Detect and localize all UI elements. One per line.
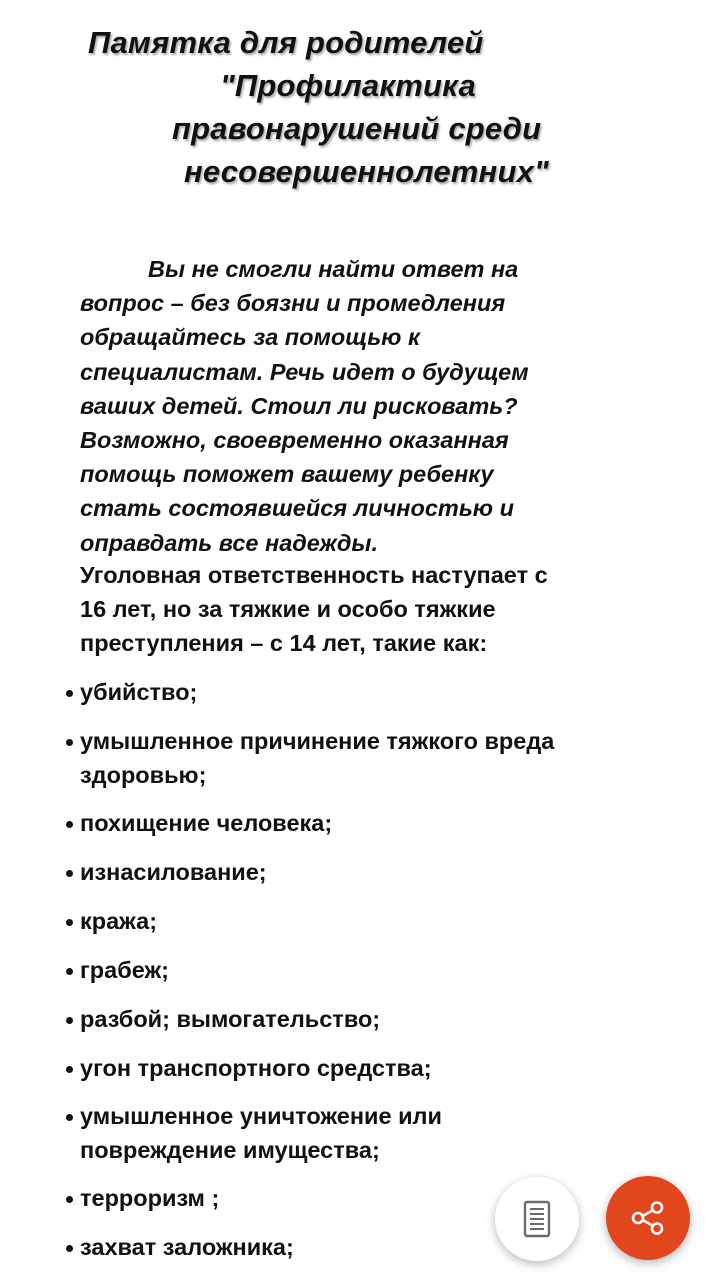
list-item-text: умышленное причинение тяжкого вреда — [80, 728, 555, 754]
intro-line: специалистам. Речь идет о будущем — [80, 358, 529, 385]
list-item-text: кража; — [80, 908, 158, 934]
list-item — [62, 724, 662, 792]
list-item-text: захват заложника; — [80, 1234, 294, 1260]
bullet-icon — [66, 739, 73, 746]
bullet-icon — [66, 968, 73, 975]
bullet-icon — [66, 1017, 73, 1024]
share-button[interactable] — [606, 1176, 690, 1260]
document-button[interactable] — [495, 1177, 579, 1261]
list-item-text: изнасилование; — [80, 859, 267, 885]
law-line: Уголовная ответственность наступает с — [80, 562, 548, 588]
list-item-text: терроризм ; — [80, 1185, 220, 1211]
bullet-icon — [66, 919, 73, 926]
intro-line: вопрос – без боязни и промедления — [80, 290, 506, 317]
bullet-icon — [66, 1114, 73, 1121]
bullet-icon — [66, 1245, 73, 1252]
intro-line: обращайтесь за помощью к — [80, 324, 420, 351]
criminal-liability-paragraph — [80, 558, 660, 660]
list-item — [62, 904, 662, 938]
bullet-icon — [66, 1196, 73, 1203]
title-line-4: несовершеннолетних" — [184, 154, 549, 189]
list-item-text: грабеж; — [80, 957, 169, 983]
list-item-text: убийство; — [80, 679, 198, 705]
list-item — [62, 1002, 662, 1036]
intro-line: Возможно, своевременно оказанная — [80, 427, 509, 454]
list-item — [62, 675, 662, 709]
law-line: 16 лет, но за тяжкие и особо тяжкие — [80, 596, 496, 622]
list-item — [62, 953, 662, 987]
title-line-2: "Профилактика — [220, 68, 476, 103]
list-item — [62, 855, 662, 889]
bullet-icon — [66, 870, 73, 877]
list-item-text-continued: повреждение имущества; — [80, 1137, 380, 1163]
list-item-text: угон транспортного средства; — [80, 1055, 432, 1081]
intro-paragraph — [80, 252, 640, 560]
list-item — [62, 1051, 662, 1085]
title-line-3: правонарушений среди — [172, 111, 542, 146]
list-item-text: похищение человека; — [80, 810, 333, 836]
share-icon — [628, 1198, 668, 1238]
intro-line: оправдать все надежды. — [80, 529, 378, 556]
bullet-icon — [66, 690, 73, 697]
list-item — [62, 806, 662, 840]
list-item-text-continued: здоровью; — [80, 762, 207, 788]
intro-line: Вы не смогли найти ответ на — [148, 256, 519, 282]
list-item-text: умышленное уничтожение или — [80, 1103, 442, 1129]
document-icon — [522, 1200, 552, 1238]
bullet-icon — [66, 1066, 73, 1073]
list-item-text: разбой; вымогательство; — [80, 1006, 381, 1032]
bullet-icon — [66, 821, 73, 828]
intro-line: стать состоявшейся личностью и — [80, 495, 514, 522]
intro-line: ваших детей. Стоил ли рисковать? — [80, 392, 518, 419]
title-line-1: Памятка для родителей — [88, 25, 484, 60]
law-line: преступления – с 14 лет, такие как: — [80, 630, 488, 656]
intro-line: помощь поможет вашему ребенку — [80, 461, 494, 488]
list-item — [62, 1099, 662, 1167]
